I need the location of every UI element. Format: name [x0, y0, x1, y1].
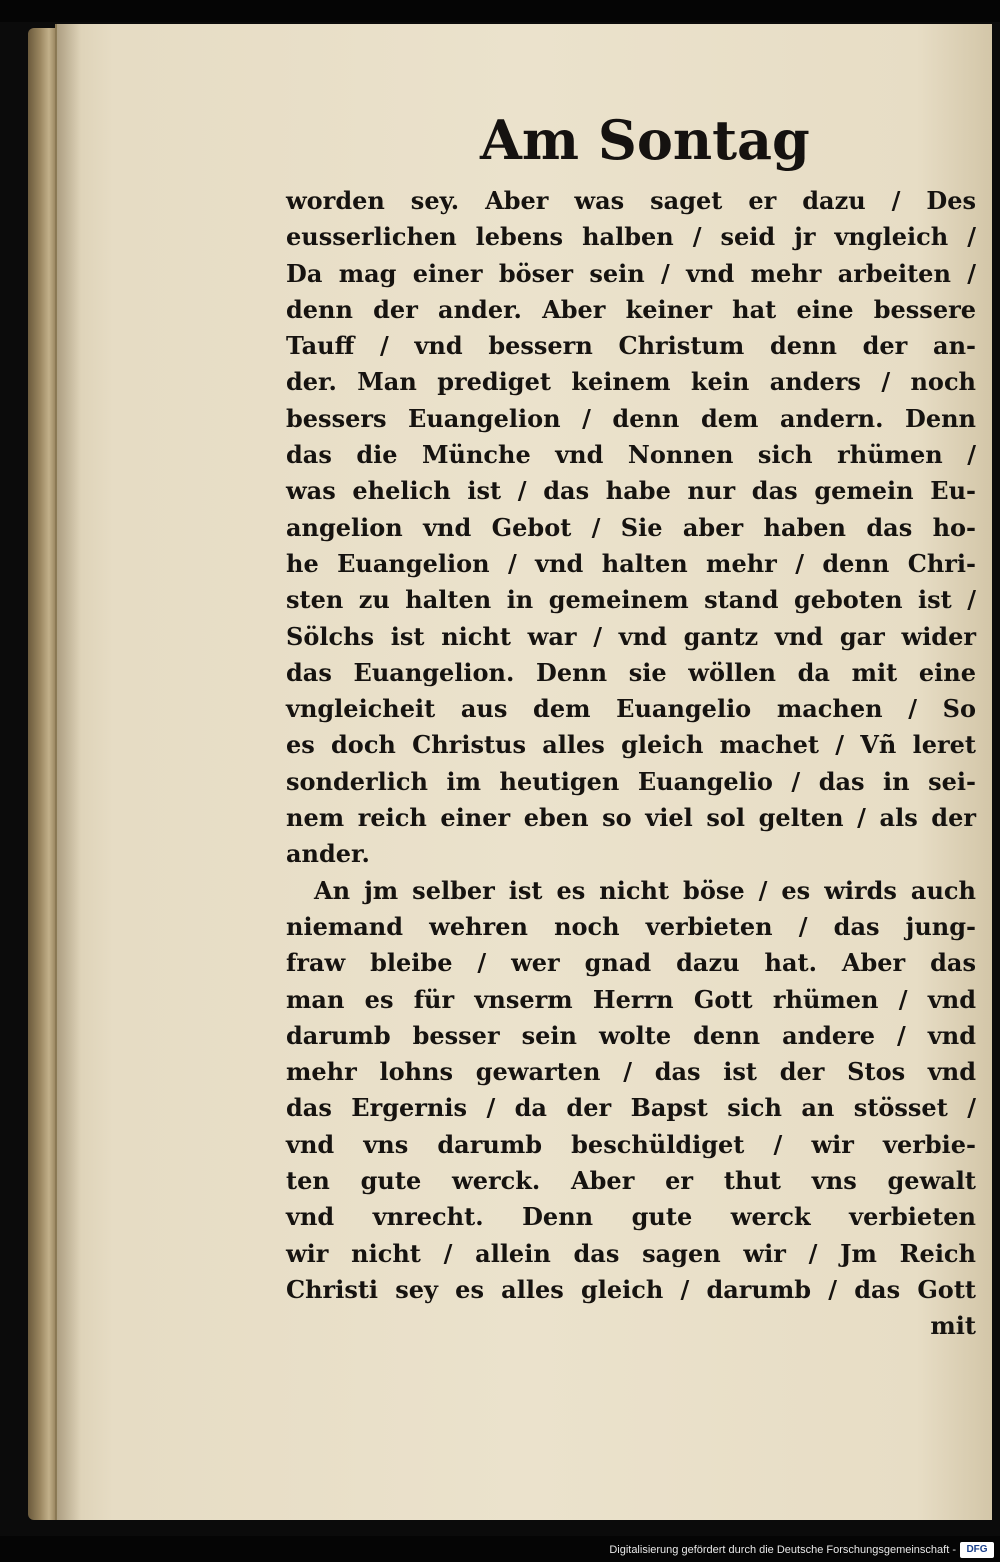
dfg-logo: DFG	[960, 1542, 994, 1558]
text-line: worden sey. Aber was saget er dazu / Des	[286, 186, 976, 215]
book-edge	[28, 28, 58, 1520]
text-line: das die Münche vnd Nonnen sich rhümen /	[286, 440, 976, 470]
catchword: mit	[930, 1311, 976, 1341]
running-head: Am Sontag	[480, 108, 810, 172]
text-line: sonderlich im heutigen Euangelio / das in sei-	[286, 766, 976, 796]
text-line: was ehelich ist / das habe nur das gemein Eu-	[286, 476, 976, 506]
text-line: mehr lohns gewarten / das ist der Stos vnd	[286, 1057, 976, 1087]
text-line: denn der ander. Aber keiner hat eine bessere	[286, 294, 976, 324]
text-line: ander.	[286, 839, 370, 869]
text-line: fraw bleibe / wer gnad dazu hat. Aber das	[286, 948, 976, 978]
text-line: man es für vnserm Herrn Gott rhümen / vnd	[286, 984, 976, 1014]
text-line: An jm selber ist es nicht böse / es wirds auch	[314, 875, 976, 905]
gutter-shadow	[55, 24, 81, 1520]
text-line: darumb besser sein wolte denn andere / vnd	[286, 1020, 976, 1050]
text-line: Sölchs ist nicht war / vnd gantz vnd gar wider	[286, 621, 976, 651]
text-line: der. Man prediget keinem kein anders / noch	[286, 367, 976, 397]
text-line: ten gute werck. Aber er thut vns gewalt	[286, 1166, 976, 1196]
scan-border-top	[0, 0, 1000, 22]
text-line: vnd vnrecht. Denn gute werck verbieten	[286, 1202, 976, 1232]
text-line: das Ergernis / da der Bapst sich an stösset /	[286, 1093, 976, 1123]
text-line: es doch Christus alles gleich machet / Vñ leret	[286, 730, 976, 760]
text-line: sten zu halten in gemeinem stand geboten ist /	[286, 585, 976, 615]
body-text	[286, 183, 976, 1345]
text-line: niemand wehren noch verbieten / das jung-	[286, 911, 976, 941]
text-line: bessers Euangelion / denn dem andern. Denn	[286, 403, 976, 433]
text-line: nem reich einer eben so viel sol gelten / als der	[286, 803, 976, 833]
text-line: angelion vnd Gebot / Sie aber haben das ho-	[286, 512, 976, 542]
text-line: wir nicht / allein das sagen wir / Jm Reich	[286, 1238, 976, 1268]
text-line: das Euangelion. Denn sie wöllen da mit eine	[286, 657, 976, 687]
text-line: Christi sey es alles gleich / darumb / das Gott	[286, 1274, 976, 1304]
text-line: he Euangelion / vnd halten mehr / denn Chri-	[286, 548, 976, 578]
text-line: vngleicheit aus dem Euangelio machen / So	[286, 694, 976, 724]
text-line: Da mag einer böser sein / vnd mehr arbeiten /	[286, 258, 976, 288]
text-line: vnd vns darumb beschüldiget / wir verbie-	[286, 1129, 976, 1159]
text-line: eusserlichen lebens halben / seid jr vngleich /	[286, 222, 976, 252]
digitization-credit: Digitalisierung gefördert durch die Deutsche Forschungsgemeinschaft -	[609, 1544, 956, 1556]
text-line: Tauff / vnd bessern Christum denn der an-	[286, 331, 976, 361]
